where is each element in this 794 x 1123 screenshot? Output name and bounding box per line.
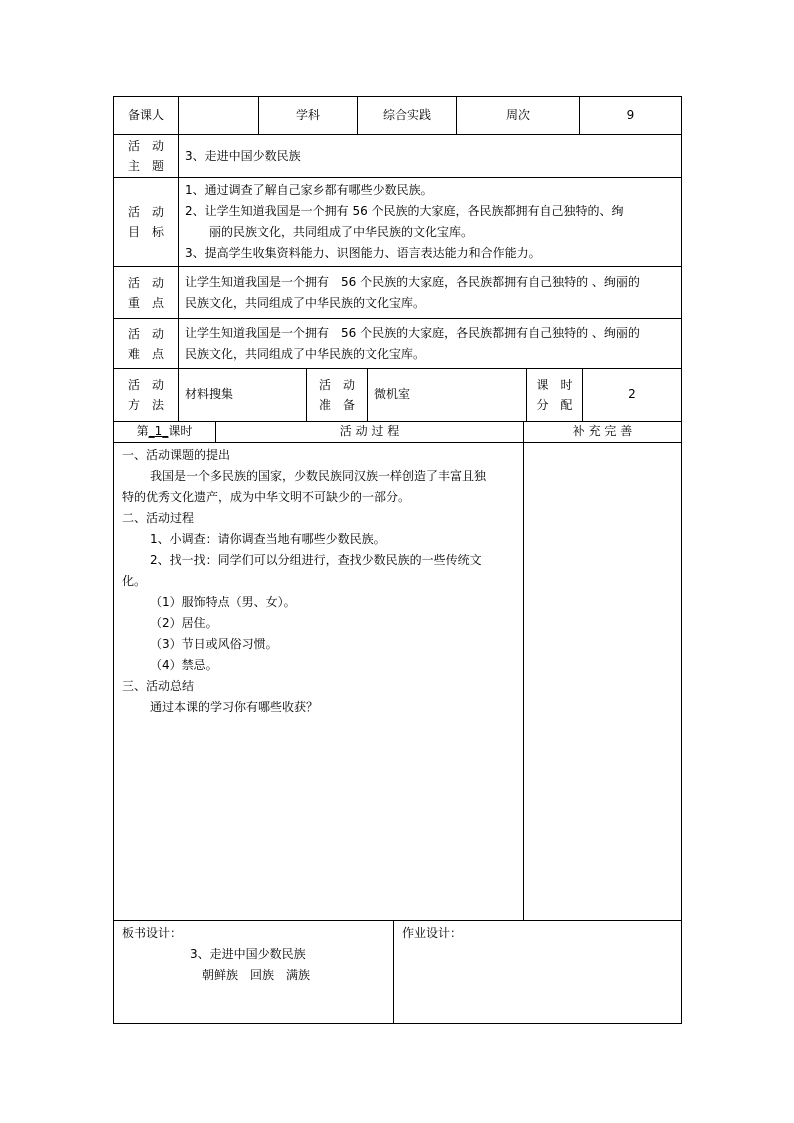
period-value: 2 (583, 369, 682, 421)
key-points-label-line2: 重 点 (127, 295, 164, 310)
goal-item-3: 3、提高学生收集资料能力、识图能力、语言表达能力和合作能力。 (185, 246, 541, 260)
theme-label (114, 135, 179, 178)
prep-label (307, 369, 368, 421)
board-design-line1: 3、走进中国少数民族 (190, 947, 306, 961)
goal-item-1: 1、通过调查了解自己家乡都有哪些少数民族。 (185, 183, 433, 197)
lesson-info-table (113, 96, 682, 369)
key-points-line1: 让学生知道我国是一个拥有 56 个民族的大家庭，各民族都拥有自己独特的 、绚丽的 (185, 274, 640, 289)
theme-label-line1: 活 动 (127, 139, 164, 153)
difficulties-label-line1: 活 动 (127, 326, 164, 341)
difficulties-row (114, 319, 682, 369)
section-2-item-2-line2: 化。 (122, 574, 147, 588)
difficulties-label (114, 319, 179, 369)
difficulties-line1: 让学生知道我国是一个拥有 56 个民族的大家庭，各民族都拥有自己独特的 、绚丽的 (185, 325, 640, 340)
goals-label-line1: 活 动 (127, 205, 164, 219)
header-row (114, 97, 682, 135)
method-label-line1: 活 动 (127, 377, 164, 392)
process-header-row (114, 422, 682, 443)
section-2-sub-3: （3）节日或风俗习惯。 (150, 637, 278, 651)
lesson-plan-sheet (113, 96, 681, 1024)
period-label-line2: 分 配 (536, 397, 573, 412)
goals-value (179, 178, 682, 267)
goal-item-2b: 丽的民族文化，共同组成了中华民族的文化宝库。 (209, 225, 474, 239)
process-title: 活 动 过 程 (216, 422, 524, 443)
board-design-label: 板书设计： (122, 926, 183, 940)
subject-label: 学科 (259, 97, 358, 135)
design-table (113, 921, 682, 1024)
difficulties-label-line2: 难 点 (127, 346, 164, 361)
goals-label-line2: 目 标 (127, 225, 164, 239)
section-1-para-line1: 我国是一个多民族的国家，少数民族同汉族一样创造了丰富且独 (150, 469, 487, 483)
prep-label-line2: 准 备 (318, 397, 355, 412)
method-value: 材料搜集 (179, 369, 307, 421)
section-2-item-1: 1、小调查：请你调查当地有哪些少数民族。 (150, 532, 386, 546)
period-label (527, 369, 583, 421)
design-row (114, 921, 682, 1023)
lesson-prefix: 第 (136, 424, 149, 439)
preparer-value (179, 97, 259, 135)
goals-row (114, 178, 682, 267)
difficulties-value (179, 319, 682, 369)
board-design-line2: 朝鲜族 回族 满族 (202, 968, 311, 982)
section-2-sub-1: （1）服饰特点（男、女）。 (150, 595, 296, 609)
method-label (114, 369, 179, 421)
lesson-number-cell (114, 422, 216, 443)
goals-label (114, 178, 179, 267)
prep-value: 微机室 (368, 369, 527, 421)
method-table (113, 369, 682, 422)
process-content (114, 443, 524, 921)
period-label-line1: 课 时 (536, 377, 573, 392)
theme-label-line2: 主 题 (127, 159, 164, 173)
method-label-line2: 方 法 (127, 397, 164, 412)
method-row (114, 369, 682, 421)
section-1-title: 一、活动课题的提出 (122, 448, 231, 462)
process-table (113, 422, 682, 922)
section-2-title: 二、活动过程 (122, 511, 195, 525)
week-label: 周次 (457, 97, 580, 135)
key-points-label (114, 267, 179, 319)
section-2-sub-2: （2）居住。 (150, 616, 218, 630)
section-3-para: 通过本课的学习你有哪些收获？ (150, 700, 319, 714)
homework-design-cell (394, 921, 682, 1023)
section-2-sub-4: （4）禁忌。 (150, 658, 218, 672)
key-points-row (114, 267, 682, 319)
section-1-para-line2: 特的优秀文化遗产，成为中华文明不可缺少的一部分。 (122, 490, 411, 504)
homework-design-label: 作业设计： (402, 926, 463, 940)
process-body-row (114, 443, 682, 921)
theme-value: 3、走进中国少数民族 (179, 135, 682, 178)
lesson-suffix: 课时 (168, 424, 193, 439)
key-points-line2: 民族文化，共同组成了中华民族的文化宝库。 (185, 295, 426, 310)
lesson-number: _1_ (148, 424, 169, 439)
goal-item-2a: 2、让学生知道我国是一个拥有 56 个民族的大家庭，各民族都拥有自己独特的、绚 (185, 204, 624, 218)
theme-row (114, 135, 682, 178)
section-3-title: 三、活动总结 (122, 679, 195, 693)
subject-value: 综合实践 (358, 97, 457, 135)
section-2-item-2-line1: 2、找一找：同学们可以分组进行，查找少数民族的一些传统文 (150, 553, 482, 567)
supplement-title: 补 充 完 善 (524, 422, 682, 443)
difficulties-line2: 民族文化，共同组成了中华民族的文化宝库。 (185, 346, 426, 361)
week-value: 9 (580, 97, 682, 135)
board-design-cell (114, 921, 394, 1023)
preparer-label: 备课人 (114, 97, 179, 135)
supplement-content (524, 443, 682, 921)
key-points-value (179, 267, 682, 319)
prep-label-line1: 活 动 (318, 377, 355, 392)
key-points-label-line1: 活 动 (127, 275, 164, 290)
